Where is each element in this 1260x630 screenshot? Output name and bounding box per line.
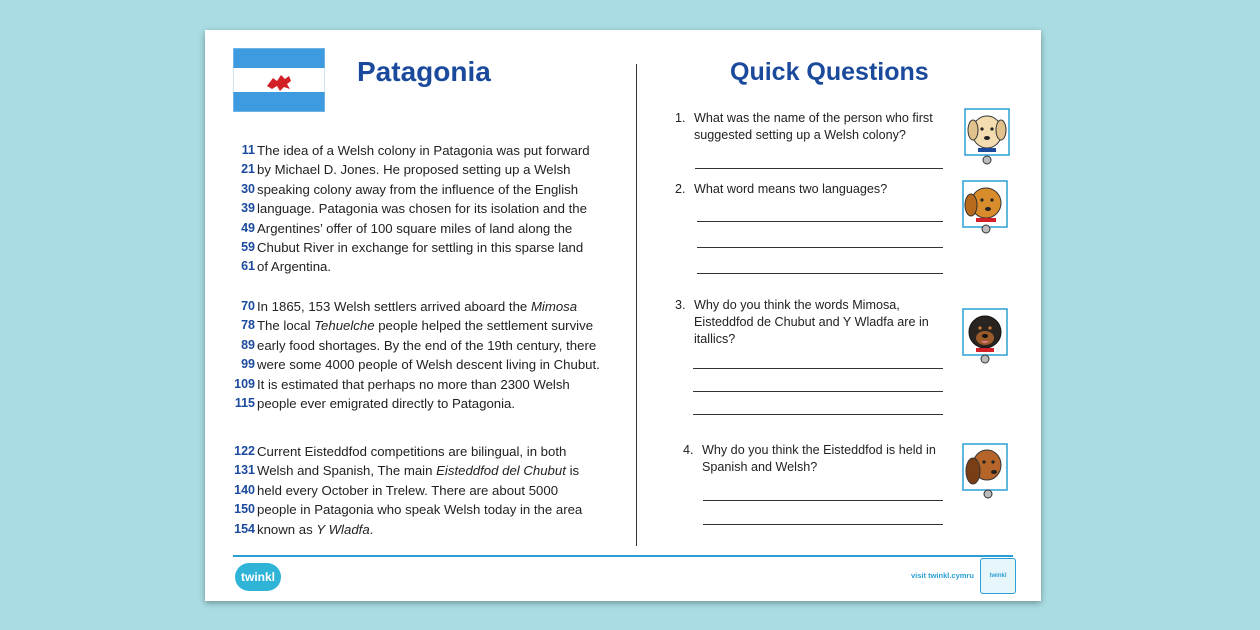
line-text [257, 336, 596, 355]
passage-paragraph-3 [227, 442, 607, 539]
passage-line [227, 375, 607, 394]
twinkl-logo[interactable]: twinkl [235, 563, 281, 591]
line-text [257, 461, 579, 480]
line-number: 131 [234, 463, 255, 478]
passage-line [227, 316, 607, 335]
line-text [257, 500, 582, 519]
column-divider [636, 64, 637, 546]
line-number: 99 [241, 357, 255, 372]
line-text-part: Welsh and Spanish, The main [257, 463, 437, 479]
line-text [257, 375, 570, 394]
italic-term: Tehuelche [314, 318, 375, 334]
line-text-part: held every October in Trelew. There are about 5000 [257, 482, 559, 498]
passage-line [227, 442, 607, 461]
passage-line [227, 141, 607, 160]
question-number: 3. [675, 298, 686, 312]
line-text-part: Current Eisteddfod competitions are bilingual, in both [257, 444, 567, 459]
answer-line[interactable] [703, 524, 943, 525]
answer-line[interactable] [697, 247, 943, 248]
passage-line [227, 180, 607, 199]
question-text: What word means two languages? [694, 182, 888, 196]
line-text-part: is [565, 463, 580, 479]
answer-line[interactable] [695, 168, 943, 169]
line-text-part: people helped the settlement survive [374, 318, 594, 334]
line-number: 59 [241, 239, 255, 254]
line-text [257, 442, 566, 461]
welsh-patagonia-flag-icon [233, 48, 325, 112]
italic-term: Eisteddfod del Chubut [436, 463, 566, 479]
questions-title: Quick Questions [730, 58, 929, 86]
labrador-dog-icon [964, 108, 1010, 170]
line-number: 49 [241, 220, 255, 235]
line-number: 21 [241, 162, 255, 177]
line-text-part: It is estimated that perhaps no more than 2300 Welsh [257, 376, 570, 392]
line-text [257, 481, 558, 500]
visit-link[interactable]: visit twinkl.cymru [911, 571, 974, 580]
line-number: 115 [234, 395, 255, 410]
passage-line [227, 160, 607, 179]
line-text [257, 297, 577, 316]
line-number: 70 [241, 299, 255, 313]
line-text-part: speaking colony away from the influence of the English [257, 181, 579, 197]
answer-line[interactable] [697, 221, 943, 222]
line-text [257, 355, 600, 374]
line-number: 150 [234, 502, 255, 517]
line-number: 109 [234, 376, 255, 391]
line-number: 78 [241, 318, 255, 333]
line-text [257, 141, 590, 160]
line-text [257, 238, 583, 257]
passage-line [227, 336, 607, 355]
line-text [257, 219, 572, 238]
line-text-part: The idea of a Welsh colony in Patagonia was put forward [257, 143, 590, 158]
passage-line [227, 238, 607, 257]
footer-divider [233, 555, 1013, 557]
passage-line [227, 219, 607, 238]
line-number: 154 [234, 521, 255, 536]
passage-line [227, 257, 607, 276]
golden-retriever-dog-icon [962, 180, 1008, 242]
rottweiler-dog-icon [962, 308, 1008, 370]
line-number: 61 [241, 259, 255, 274]
line-text-part: In 1865, 153 Welsh settlers arrived aboard the [257, 299, 531, 314]
line-text-part: known as [257, 521, 317, 537]
passage-line [227, 520, 607, 539]
line-text [257, 180, 578, 199]
line-text-part: Argentines’ offer of 100 square miles of land along the [257, 220, 573, 236]
line-number: 89 [241, 337, 255, 352]
line-text-part: early food shortages. By the end of the 19th century, there [257, 337, 597, 353]
line-number: 11 [241, 143, 255, 157]
line-text-part: people in Patagonia who speak Welsh today in the area [257, 502, 583, 518]
passage-line [227, 297, 607, 316]
question-number: 2. [675, 182, 686, 196]
line-number: 30 [241, 181, 255, 196]
passage-line [227, 481, 607, 500]
line-text [257, 394, 515, 413]
passage-line [227, 461, 607, 480]
bloodhound-dog-icon [962, 443, 1008, 505]
line-number: 140 [234, 482, 255, 497]
line-text-part: . [369, 521, 374, 537]
passage-line [227, 355, 607, 374]
answer-line[interactable] [697, 273, 943, 274]
line-text [257, 316, 593, 335]
passage-paragraph-1 [227, 141, 607, 277]
line-text-part: by Michael D. Jones. He proposed setting up a Welsh [257, 162, 571, 178]
line-number: 39 [241, 201, 255, 216]
italic-term: Mimosa [530, 299, 578, 314]
question-text: Why do you think the Eisteddfod is held in Spanish and Welsh? [702, 443, 936, 474]
question-text: What was the name of the person who first suggested setting up a Welsh colony? [694, 111, 933, 142]
worksheet [205, 30, 1041, 601]
question-number: 4. [683, 443, 694, 457]
question-text: Why do you think the words Mimosa, Eisteddfod de Chubut and Y Wladfa are in itallics? [694, 298, 929, 346]
line-text-part: The local [257, 318, 315, 334]
line-text-part: of Argentina. [257, 259, 332, 275]
passage-line [227, 394, 607, 413]
line-text [257, 257, 331, 276]
line-number: 122 [234, 444, 255, 458]
line-text-part: were some 4000 people of Welsh descent living in Chubut. [257, 357, 600, 373]
line-text [257, 520, 373, 539]
answer-line[interactable] [703, 500, 943, 501]
line-text-part: language. Patagonia was chosen for its isolation and the [257, 201, 587, 217]
line-text-part: Chubut River in exchange for settling in this sparse land [257, 239, 584, 255]
answer-line[interactable] [693, 414, 943, 415]
italic-term: Y Wladfa [316, 521, 370, 537]
line-text-part: people ever emigrated directly to Patagonia. [257, 395, 516, 411]
passage-paragraph-2 [227, 297, 607, 413]
answer-line[interactable] [693, 391, 943, 392]
page-title: Patagonia [357, 56, 491, 87]
line-text [257, 160, 571, 179]
question-number: 1. [675, 111, 686, 125]
line-text [257, 199, 587, 218]
passage-line [227, 199, 607, 218]
passage-line [227, 500, 607, 519]
answer-line[interactable] [693, 368, 943, 369]
twinkl-badge: twinkl [980, 558, 1016, 594]
